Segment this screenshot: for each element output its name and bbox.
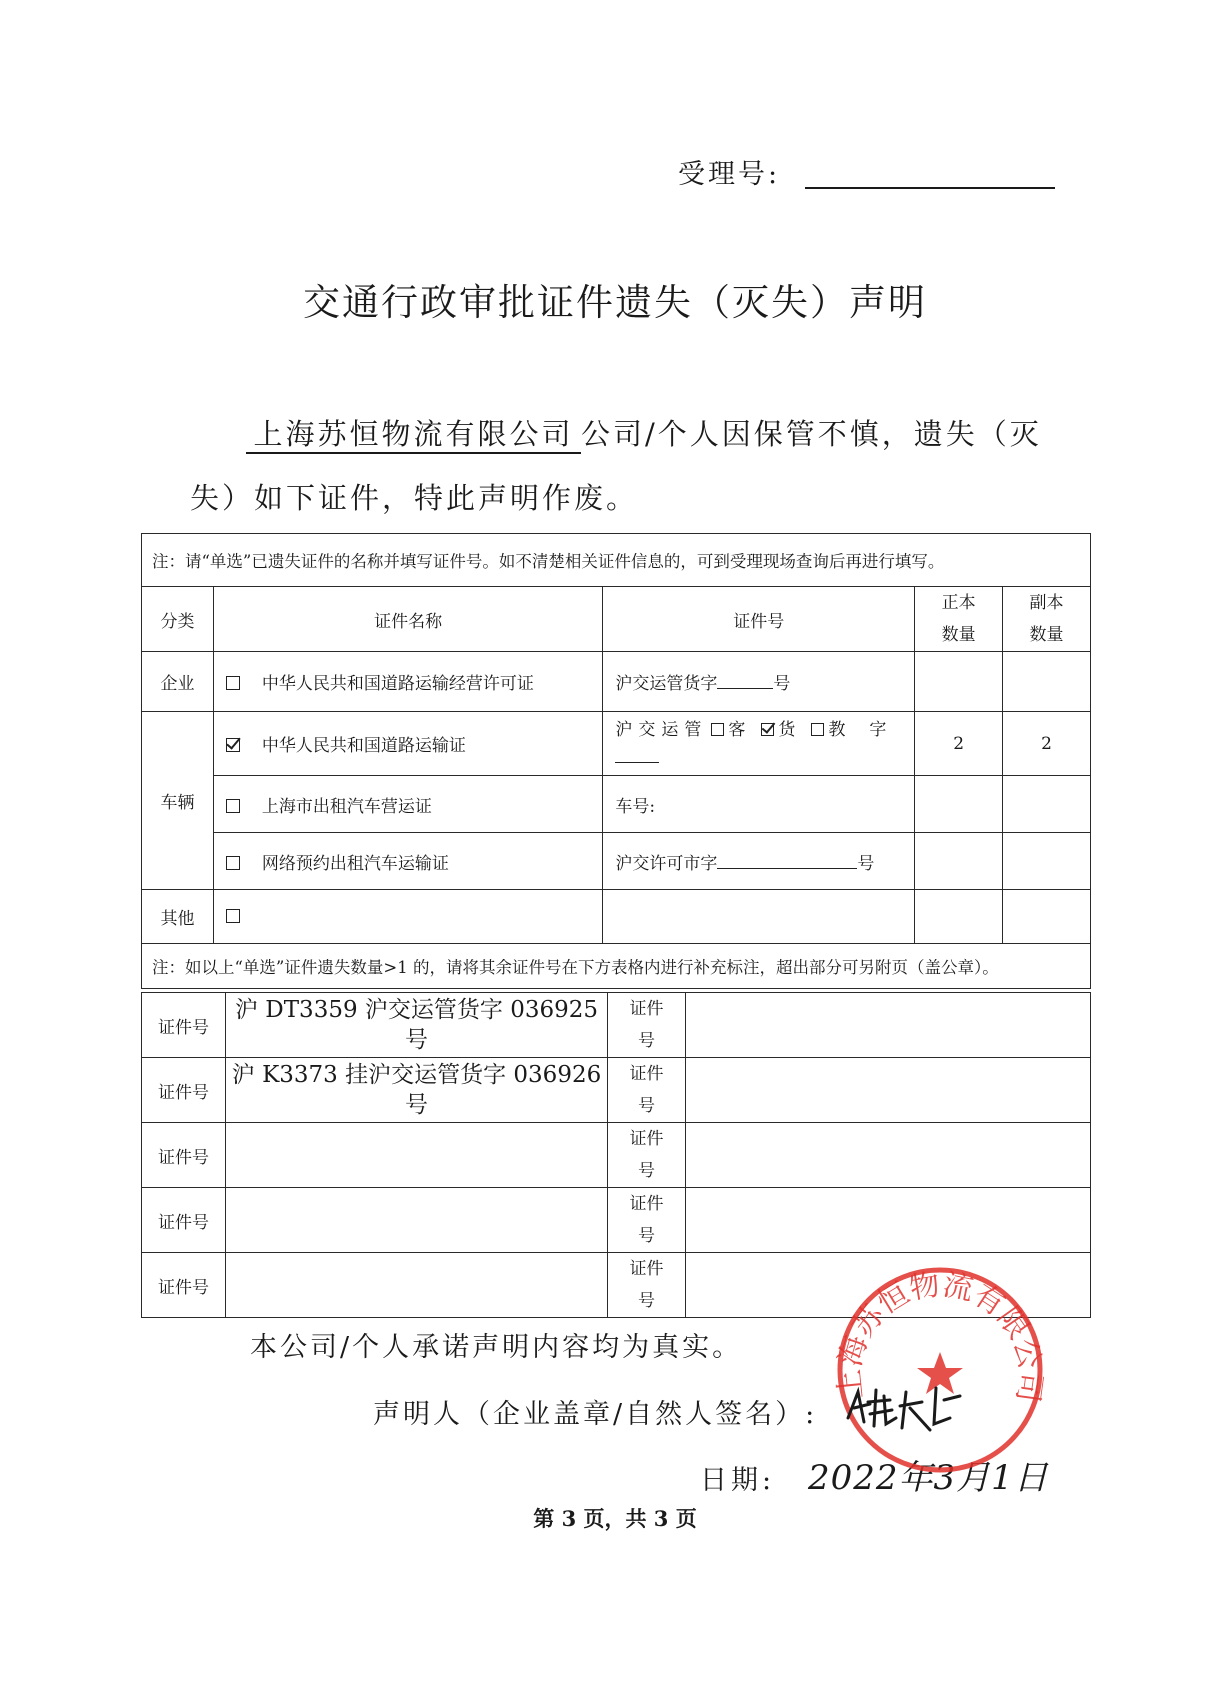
header-copy-qty-line2: 数量 [1029,625,1064,645]
supp-label: 证件号 [142,1058,226,1123]
supp-value2[interactable] [686,993,1091,1058]
declaration-text-line2: 失）如下证件，特此声明作废。 [190,481,639,515]
checkbox[interactable] [226,909,240,923]
page-footer: 第 3 页，共 3 页 [533,1506,697,1531]
header-original-qty-line2: 数量 [941,625,976,645]
table-note-top: 注：请“单选”已遗失证件的名称并填写证件号。如不清楚相关证件信息的，可到受理现场查询后再进行填写。 [142,534,1091,587]
copy-qty-cell[interactable] [1003,833,1091,890]
cert-number-cell [603,652,915,712]
handwritten-signature [840,1378,970,1438]
table-row [142,890,1091,944]
supp-value2[interactable] [686,1188,1091,1253]
number-prefix: 沪交许可市字 [615,853,718,874]
category-vehicle: 车辆 [142,712,214,890]
supp-value2[interactable] [686,1123,1091,1188]
table-row [142,833,1091,890]
copy-qty-transport[interactable]: 2 [1003,712,1091,776]
supp-label2 [608,1188,686,1253]
company-seal [830,1260,1050,1480]
supp-label2-line1: 证件 [629,999,664,1019]
supp-value[interactable] [226,1253,608,1318]
copy-qty-cell[interactable] [1003,890,1091,944]
option-passenger: 客 [728,719,746,740]
supp-label2-line2: 号 [638,1161,655,1181]
original-qty-cell[interactable] [915,652,1003,712]
number-blank[interactable] [615,749,659,763]
receipt-number-blank [805,187,1055,189]
number-blank[interactable] [717,675,773,689]
supp-label2 [608,1123,686,1188]
cert-name-taxi: 上海市出租汽车营运证 [261,796,432,817]
checkbox-cargo[interactable] [761,723,774,736]
table-row [142,1123,1091,1188]
number-suffix: 字 [869,719,887,740]
handwritten-date: 2022年3月1日 [808,1458,1049,1498]
copy-qty-cell[interactable] [1003,776,1091,833]
commitment-statement: 本公司/个人承诺声明内容均为真实。 [250,1332,743,1363]
cert-name-cell [213,712,603,776]
cert-name-cell [213,652,603,712]
cert-number-cell[interactable] [603,890,915,944]
original-qty-cell[interactable] [915,833,1003,890]
checkbox-teaching[interactable] [811,723,824,736]
table-row [142,652,1091,712]
supp-value[interactable] [226,1188,608,1253]
cert-number-cell [603,712,915,776]
table-row [142,712,1091,776]
supp-label2-line2: 号 [638,1031,655,1051]
cert-name-cell [213,833,603,890]
header-original-qty [915,587,1003,652]
original-qty-cell[interactable] [915,776,1003,833]
checkbox[interactable] [226,676,240,690]
cert-name-business-license: 中华人民共和国道路运输经营许可证 [261,674,534,694]
supp-value2[interactable] [686,1058,1091,1123]
seal-text: 上海苏恒物流有限公司 [832,1267,1049,1405]
supp-label: 证件号 [142,1123,226,1188]
supp-value[interactable] [226,1058,608,1123]
supp-label: 证件号 [142,993,226,1058]
supp-value-line1: 沪 DT3359 沪交运管货字 036925 [234,997,599,1023]
supp-label: 证件号 [142,1253,226,1318]
supp-label2-line1: 证件 [629,1129,664,1149]
original-qty-transport[interactable]: 2 [915,712,1003,776]
table-row [142,776,1091,833]
company-name: 上海苏恒物流有限公司 [246,416,581,454]
supp-label2-line2: 号 [638,1226,655,1246]
supp-label2-line1: 证件 [629,1064,664,1084]
supp-label2 [608,1058,686,1123]
number-prefix: 沪交运管货字 [615,674,718,694]
cert-name-ride-hailing: 网络预约出租汽车运输证 [261,853,449,874]
supp-label2-line2: 号 [638,1291,655,1311]
certificate-table [141,533,1091,989]
table-row [142,1058,1091,1123]
receipt-number-label: 受理号: [678,159,781,190]
header-copy-qty-line1: 副本 [1029,593,1064,613]
cert-name-transport: 中华人民共和国道路运输证 [261,736,466,756]
cert-name-cell [213,890,603,944]
header-name: 证件名称 [213,587,603,652]
supp-value[interactable] [226,1123,608,1188]
table-row [142,993,1091,1058]
header-category: 分类 [142,587,214,652]
declaration-paragraph [190,402,1070,530]
checkbox[interactable] [226,799,240,813]
cert-number-cell: 车号: [603,776,915,833]
number-suffix: 号 [773,674,791,694]
checkbox-checked[interactable] [226,738,240,752]
declaration-text-line1: 公司/个人因保管不慎，遗失（灭 [581,417,1042,451]
header-copy-qty [1003,587,1091,652]
supp-label2 [608,1253,686,1318]
supp-value-line1: 沪 K3373 挂沪交运管货字 036926 [231,1062,602,1088]
header-original-qty-line1: 正本 [941,593,976,613]
supp-label: 证件号 [142,1188,226,1253]
checkbox[interactable] [226,856,240,870]
number-prefix: 沪交运管 [615,719,708,740]
original-qty-cell[interactable] [915,890,1003,944]
declarant-label: 声明人（企业盖章/自然人签名）: [373,1399,818,1430]
category-enterprise: 企业 [142,652,214,712]
supp-label2 [608,993,686,1058]
supp-label2-line1: 证件 [629,1259,664,1279]
copy-qty-cell[interactable] [1003,652,1091,712]
cert-number-cell [603,833,915,890]
supp-value-line2: 号 [405,1092,428,1118]
table-row [142,1188,1091,1253]
checkbox-passenger[interactable] [711,723,724,736]
supp-value[interactable] [226,993,608,1058]
option-cargo: 货 [778,719,796,740]
option-teaching: 教 [828,719,852,740]
table-note-bottom: 注：如以上“单选”证件遗失数量>1 的，请将其余证件号在下方表格内进行补充标注，超出部分可另附页（盖公章）。 [142,944,1091,989]
document-title: 交通行政审批证件遗失（灭失）声明 [303,281,927,324]
header-number: 证件号 [603,587,915,652]
supp-value-line2: 号 [405,1027,428,1053]
cert-name-cell [213,776,603,833]
number-blank[interactable] [717,855,857,869]
table-header-row [142,587,1091,652]
supp-label2-line2: 号 [638,1096,655,1116]
supp-label2-line1: 证件 [629,1194,664,1214]
number-suffix: 号 [857,853,875,874]
category-other: 其他 [142,890,214,944]
date-label: 日期: [700,1465,776,1496]
